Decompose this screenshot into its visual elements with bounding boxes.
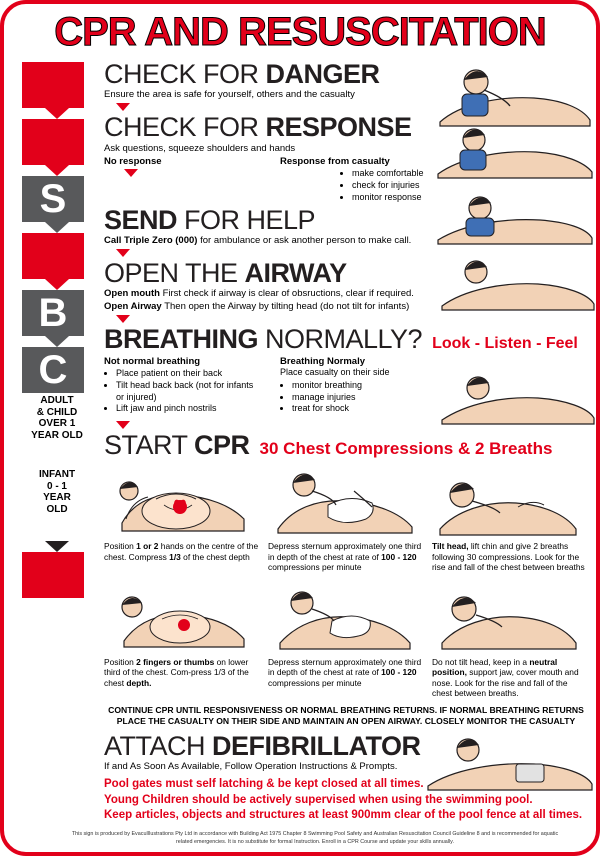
letter-s-send: S (22, 176, 84, 222)
adult-age-caption: ADULT & CHILD OVER 1 YEAR OLD (31, 395, 83, 441)
arrow-down-icon (116, 421, 130, 429)
cpr-adult-step-3 (432, 461, 588, 573)
send-for-help-illustration (434, 194, 594, 250)
cpr-continue-note: CONTINUE CPR UNTIL RESPONSIVENESS OR NORMAL BREATHING RETURNS. IF NORMAL BREATHING RETURNS PLACE THE CASUALTY ON THEIR SIDE AND MAINTAIN AN OPEN AIRWAY. CLOSELY MONITOR THE CASUALTY (108, 704, 584, 727)
cpr-infant-caption-1: Position 2 fingers or thumbs on lower third of the chest. Com-press 1/3 of the chest depth. (104, 656, 249, 688)
cpr-infant-caption-2: Depress sternum approximately one third in depth of the chest at rate of 100 - 120 compressions per minute (268, 656, 422, 688)
breathing-normal-label: Breathing Normaly (280, 356, 365, 368)
danger-heading: CHECK FOR DANGER (104, 59, 380, 89)
defib-sub: If and As Soon As Available, Follow Operation Instructions & Prompts. (104, 761, 398, 773)
arrow-down-icon (45, 165, 69, 176)
danger-sub: Ensure the area is safe for yourself, others and the casualty (104, 89, 355, 101)
response-no-response-label: No response (104, 156, 162, 168)
cpr-adult-step-2 (268, 461, 424, 573)
airway-heading: OPEN THE AIRWAY (104, 257, 347, 288)
letter-b-breathing: B (22, 290, 84, 336)
letter-a-airway: A (22, 233, 84, 279)
cpr-adult-caption-1: Position 1 or 2 hands on the centre of the chest. Compress 1/3 of the chest depth (104, 541, 259, 562)
adult-breaths-illustration (432, 461, 588, 539)
cpr-infant-step-2 (268, 577, 424, 699)
letter-c-cpr: C (22, 347, 84, 393)
response-illustration (434, 124, 594, 184)
cpr-infant-caption-3: Do not tilt head, keep in a neutral position, support jaw, cover mouth and nose. Look for the rise and fall of the chest between breaths. (432, 656, 579, 699)
response-bullets: • make comfortable • check for injuries • monitor response (280, 168, 588, 203)
arrow-down-icon (124, 169, 138, 177)
response-sub: Ask questions, squeeze shoulders and hands (104, 142, 296, 154)
response-heading: CHECK FOR RESPONSE (104, 112, 412, 143)
letter-d-defibrillator: D (22, 552, 84, 598)
defib-heading: ATTACH DEFIBRILLATOR (104, 730, 421, 761)
pool-warning: Pool gates must self latching & be kept closed at all times. Young Children should be actively supervised when using the swimming pool. Keep articles, objects and structures at least 900mm clear of the pool fence at all times. (104, 778, 583, 822)
airway-line-2: Open Airway Then open the Airway by tilting head (do not tilt for infants) (104, 300, 410, 312)
send-heading: SEND FOR HELP (104, 204, 316, 235)
response-yes-label: Response from casualty (280, 156, 390, 168)
cpr-heading: START CPR (104, 429, 250, 460)
breathing-not-normal-bullets: • Place patient on their back • Tilt head back back (not for infants or injured) • Lift jaw and pinch nostrils (104, 368, 254, 415)
arrow-down-icon (45, 541, 69, 552)
cpr-adult-caption-3: Tilt head, lift chin and give 2 breaths following 30 compressions. Look for the rise and fall of the chest between breaths (432, 541, 585, 573)
infant-breaths-illustration (432, 577, 588, 655)
cpr-adult-step-1 (104, 461, 260, 573)
adult-compression-illustration (104, 461, 260, 539)
letter-r-response: R (22, 119, 84, 165)
breathing-normal-bullets: • monitor breathing • manage injuries • treat for shock (280, 380, 588, 415)
danger-illustration (432, 64, 592, 130)
airway-illustration (436, 256, 596, 316)
arrow-down-icon (45, 222, 69, 233)
breathing-tagline: Look - Listen - Feel (432, 334, 578, 352)
cpr-adult-row (104, 461, 588, 573)
breathing-normal-sub: Place casualty on their side (280, 367, 390, 378)
defibrillator-illustration (424, 734, 594, 796)
arrow-down-icon (116, 315, 130, 323)
footer-disclaimer: This sign is produced by EvacuIllustrations Pty Ltd in accordance with Building Act 1975 Chapter 8 Swimming Pool Safety and Australian Resuscitation Council Guideline 8 and is recommended for aquatic related emergencies. It is no substitute for formal Instruction. Enroll in a CPR Course and update your skills annually. (71, 831, 559, 845)
section-cpr (104, 431, 588, 728)
arrow-down-icon (45, 108, 69, 119)
letter-d-danger: D (22, 62, 84, 108)
infant-age-caption: INFANT 0 - 1 YEAR OLD (38, 469, 76, 515)
cpr-infant-row (104, 577, 588, 699)
arrow-down-icon (116, 103, 130, 111)
airway-line-1: Open mouth First check if airway is clear of obsructions, clear if required. (104, 288, 414, 300)
drsabcd-letter-column (18, 62, 96, 792)
page-title: CPR AND RESUSCITATION (54, 10, 546, 54)
arrow-down-icon (116, 249, 130, 257)
cpr-tagline: 30 Chest Compressions & 2 Breaths (259, 438, 553, 458)
recovery-position-illustration (436, 372, 596, 430)
breathing-not-normal-label: Not normal breathing (104, 356, 201, 368)
breathing-heading: BREATHING NORMALLY? (104, 323, 423, 354)
cpr-adult-caption-2: Depress sternum approximately one third in depth of the chest at rate of 100 - 120 compressions per minute (268, 541, 422, 573)
arrow-down-icon (45, 279, 69, 290)
infant-compression-illustration (104, 577, 260, 655)
infant-sternum-illustration (268, 577, 424, 655)
send-sub: Call Triple Zero (000) for ambulance or ask another person to make call. (104, 234, 412, 246)
adult-sternum-illustration (268, 461, 424, 539)
cpr-infant-step-1 (104, 577, 260, 699)
cpr-infant-step-3 (432, 577, 588, 699)
arrow-down-icon (45, 336, 69, 347)
